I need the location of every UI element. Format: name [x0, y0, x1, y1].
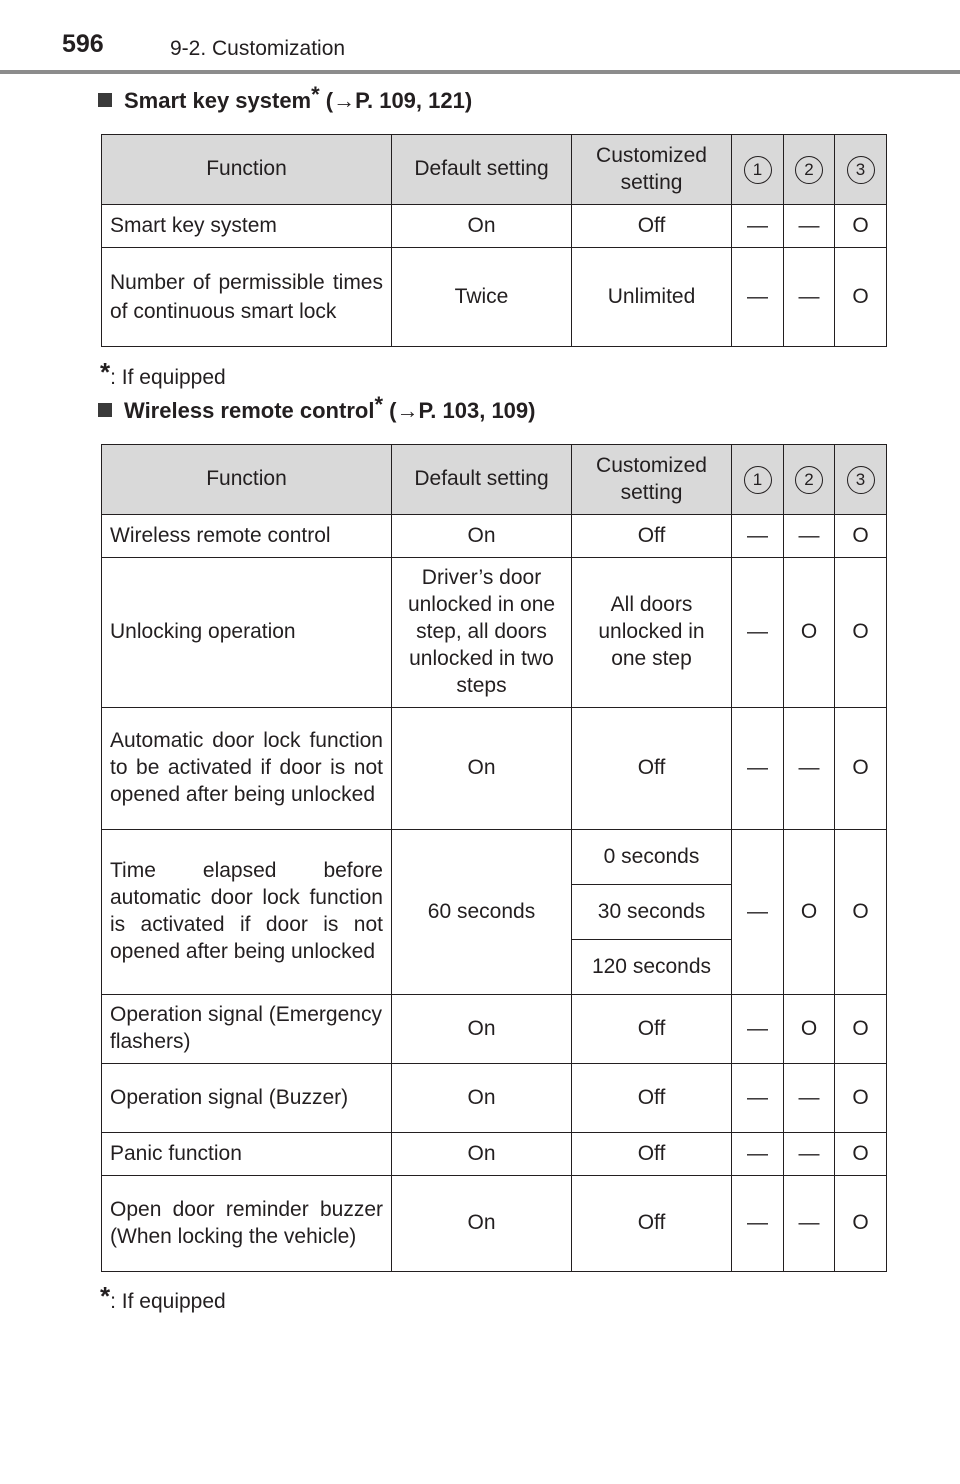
- column-header-default: Default setting: [392, 445, 572, 515]
- function-cell: Time elapsed before automatic door lock function is activated if door is not opened after being unlocked: [102, 830, 392, 995]
- col2-cell: O: [784, 995, 835, 1064]
- col1-cell: —: [732, 1176, 784, 1272]
- custom-cell: Off: [572, 1064, 732, 1133]
- default-cell: On: [392, 708, 572, 830]
- col2-cell: —: [784, 515, 835, 558]
- table-row: [102, 515, 887, 558]
- col1-cell: —: [732, 515, 784, 558]
- function-cell: Automatic door lock function to be activated if door is not opened after being unlocked: [102, 708, 392, 830]
- col1-cell: —: [732, 1133, 784, 1176]
- function-cell: Operation signal (Emergency flashers): [102, 995, 392, 1064]
- table-row: [102, 1176, 887, 1272]
- col3-cell: O: [835, 1133, 887, 1176]
- col2-cell: —: [784, 1064, 835, 1133]
- page-reference: P. 103, 109: [418, 398, 529, 423]
- table-header-row: [102, 445, 887, 515]
- wireless-table: [101, 444, 887, 1272]
- function-cell: Operation signal (Buzzer): [102, 1064, 392, 1133]
- section-header: 9-2. Customization: [170, 37, 346, 60]
- col1-cell: —: [732, 558, 784, 708]
- function-cell: Unlocking operation: [102, 558, 392, 708]
- table-header-row: [102, 135, 887, 205]
- footnote-wireless: [100, 1281, 226, 1315]
- circled-number-3: 3: [847, 156, 875, 184]
- custom-cell: Off: [572, 995, 732, 1064]
- col3-cell: O: [835, 248, 887, 347]
- arrow-right-icon: →: [333, 88, 356, 113]
- col1-cell: —: [732, 995, 784, 1064]
- footnote-text: : If equipped: [110, 366, 226, 389]
- function-cell: Smart key system: [102, 205, 392, 248]
- default-cell: 60 seconds: [392, 830, 572, 995]
- default-cell: Driver’s door unlocked in one step, all doors unlocked in two steps: [392, 558, 572, 708]
- default-cell: On: [392, 995, 572, 1064]
- column-header-custom: Customized setting: [572, 445, 732, 515]
- table-row: [102, 248, 887, 347]
- footnote-text: : If equipped: [110, 1290, 226, 1313]
- asterisk-icon: *: [311, 82, 320, 107]
- custom-option-cell: 0 seconds: [572, 830, 732, 885]
- page-reference: P. 109, 121: [355, 88, 465, 113]
- default-cell: On: [392, 1133, 572, 1176]
- col3-cell: O: [835, 830, 887, 995]
- column-header-function: Function: [102, 135, 392, 205]
- square-bullet-icon: [98, 403, 112, 417]
- table-row: [102, 830, 887, 885]
- default-cell: On: [392, 1176, 572, 1272]
- section-title-text: Wireless remote control: [124, 398, 375, 423]
- col3-cell: O: [835, 1176, 887, 1272]
- default-cell: On: [392, 205, 572, 248]
- column-header-default: Default setting: [392, 135, 572, 205]
- col3-cell: O: [835, 1064, 887, 1133]
- table-row: [102, 995, 887, 1064]
- col2-cell: —: [784, 205, 835, 248]
- circled-number-2: 2: [795, 466, 823, 494]
- col2-cell: O: [784, 558, 835, 708]
- col2-cell: —: [784, 248, 835, 347]
- smart-key-table: [101, 134, 887, 347]
- col3-cell: O: [835, 995, 887, 1064]
- col1-cell: —: [732, 248, 784, 347]
- circled-number-2: 2: [795, 156, 823, 184]
- col2-cell: —: [784, 708, 835, 830]
- column-header-function: Function: [102, 445, 392, 515]
- asterisk-icon: *: [100, 1281, 111, 1311]
- custom-cell: Unlimited: [572, 248, 732, 347]
- circled-number-3: 3: [847, 466, 875, 494]
- custom-cell: Off: [572, 1133, 732, 1176]
- page-number: 596: [62, 30, 104, 58]
- table-row: [102, 205, 887, 248]
- circled-number-1: 1: [744, 156, 772, 184]
- col2-cell: —: [784, 1133, 835, 1176]
- custom-cell: Off: [572, 1176, 732, 1272]
- function-cell: Open door reminder buzzer (When locking the vehicle): [102, 1176, 392, 1272]
- col1-cell: —: [732, 205, 784, 248]
- custom-cell: Off: [572, 205, 732, 248]
- arrow-right-icon: →: [396, 398, 419, 423]
- col1-cell: —: [732, 830, 784, 995]
- col1-cell: —: [732, 708, 784, 830]
- table-row: [102, 558, 887, 708]
- header-rule: [0, 70, 960, 74]
- custom-cell: Off: [572, 515, 732, 558]
- default-cell: On: [392, 1064, 572, 1133]
- footnote-smart-key: [100, 357, 226, 391]
- function-cell: Number of permissible times of continuous smart lock: [102, 248, 392, 347]
- col2-cell: —: [784, 1176, 835, 1272]
- table-row: [102, 1133, 887, 1176]
- col3-cell: O: [835, 515, 887, 558]
- square-bullet-icon: [98, 93, 112, 107]
- function-cell: Panic function: [102, 1133, 392, 1176]
- custom-option-cell: 30 seconds: [572, 885, 732, 940]
- section-title-wireless: Wireless remote control* (→P. 103, 109): [98, 398, 535, 424]
- col3-cell: O: [835, 558, 887, 708]
- function-cell: Wireless remote control: [102, 515, 392, 558]
- asterisk-icon: *: [100, 357, 111, 387]
- col2-cell: O: [784, 830, 835, 995]
- custom-cell: Off: [572, 708, 732, 830]
- table-row: [102, 708, 887, 830]
- section-title-smart-key: Smart key system* (→P. 109, 121): [98, 88, 472, 114]
- default-cell: On: [392, 515, 572, 558]
- circled-number-1: 1: [744, 466, 772, 494]
- col3-cell: O: [835, 205, 887, 248]
- table-row: [102, 1064, 887, 1133]
- custom-option-cell: 120 seconds: [572, 940, 732, 995]
- column-header-custom: Customized setting: [572, 135, 732, 205]
- section-title-text: Smart key system: [124, 88, 312, 113]
- col1-cell: —: [732, 1064, 784, 1133]
- col3-cell: O: [835, 708, 887, 830]
- default-cell: Twice: [392, 248, 572, 347]
- asterisk-icon: *: [374, 392, 383, 417]
- custom-cell: All doors unlocked in one step: [572, 558, 732, 708]
